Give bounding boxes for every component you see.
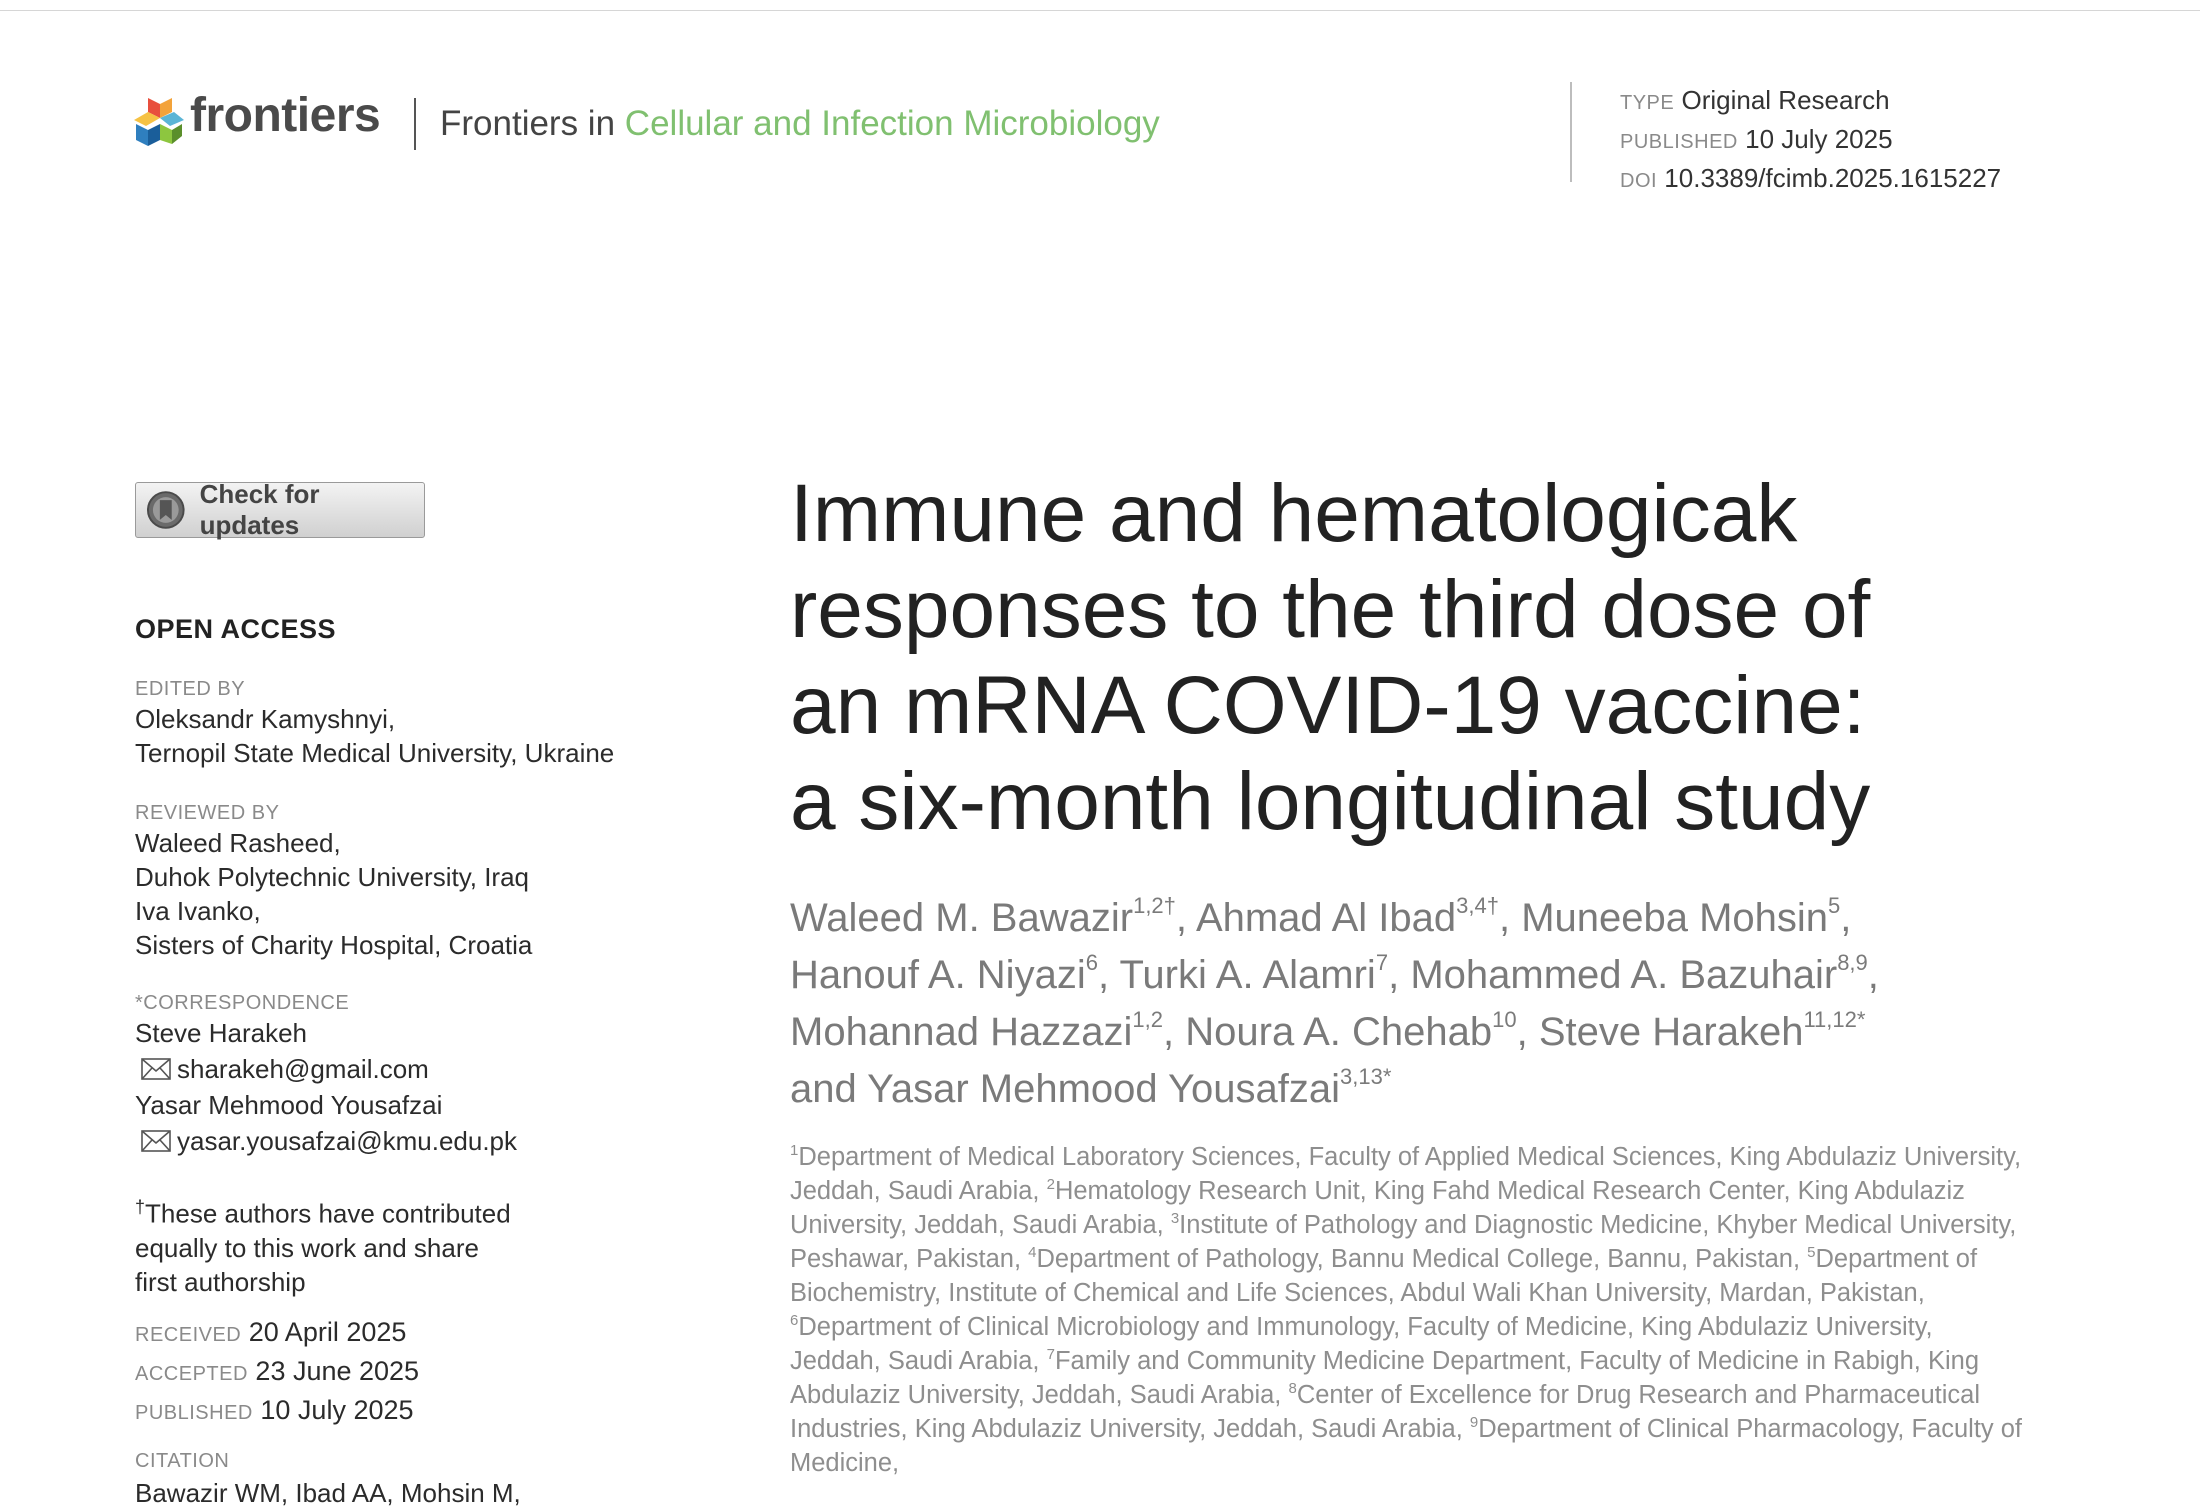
title-line: Immune and hematologicak (790, 468, 1798, 559)
author-separator: , (1516, 1010, 1539, 1054)
published-label: PUBLISHED (1620, 131, 1738, 153)
type-value: Original Research (1681, 85, 1890, 115)
type-label: TYPE (1620, 92, 1675, 114)
affiliation-text: Department of Clinical Microbiology and Immunology, Faculty of Medicine, King Abdulaziz University, Jeddah, Saudi Arabia, (790, 1313, 1933, 1375)
envelope-icon (141, 1130, 171, 1152)
doi-label: DOI (1620, 170, 1658, 192)
accepted-date: 23 June 2025 (255, 1356, 420, 1386)
affiliation-text: Center of Excellence for Drug Research and Pharmaceutical Industries, King Abdulaziz University, Jeddah, Saudi Arabia, (790, 1381, 1980, 1443)
author-name[interactable]: Mohannad Hazzazi (790, 1010, 1133, 1054)
editor-affiliation: Ternopil State Medical University, Ukraine (135, 738, 615, 768)
journal-name: Cellular and Infection Microbiology (624, 104, 1160, 143)
article-meta (1620, 82, 2001, 199)
envelope-icon (141, 1058, 171, 1080)
open-access-label: OPEN ACCESS (135, 614, 337, 644)
journal-title (440, 106, 1160, 141)
author-name[interactable]: and Yasar Mehmood Yousafzai (790, 1067, 1341, 1111)
author-affiliation-mark: 5 (1828, 893, 1841, 918)
authorship-footnote (135, 1190, 735, 1299)
author-name[interactable]: Muneeba Mohsin (1521, 896, 1829, 940)
affiliation-text: Department of Medical Laboratory Sciences, Faculty of Applied Medical Sciences, King Abdulaziz University, Jeddah, Saudi Arabia, (790, 1143, 2022, 1205)
frontiers-logo-icon (134, 96, 184, 152)
edited-by-section (135, 676, 735, 770)
author-affiliation-mark: 3,13* (1340, 1064, 1392, 1089)
frontiers-wordmark: frontiers (190, 89, 381, 142)
affiliation-mark: 7 (1046, 1346, 1055, 1363)
title-line: an mRNA COVID-19 vaccine: (790, 660, 1866, 751)
reviewer-affiliation: Sisters of Charity Hospital, Croatia (135, 930, 533, 960)
accepted-label: ACCEPTED (135, 1363, 248, 1385)
author-separator: , (1175, 896, 1196, 940)
published-value: 10 July 2025 (1745, 124, 1893, 154)
author-affiliation-mark: 3,4† (1456, 893, 1499, 918)
author-name[interactable]: Noura A. Chehab (1185, 1010, 1493, 1054)
title-line: responses to the third dose of (790, 564, 1871, 655)
affiliation-text: Family and Community Medicine Department, Faculty of Medicine in Rabigh, King Abdulaziz University, Jeddah, Saudi Arabia, (790, 1347, 1980, 1409)
article-title (790, 466, 2090, 850)
reviewed-by-label: REVIEWED BY (135, 802, 280, 824)
reviewer-name: Iva Ivanko, (135, 896, 261, 926)
correspondence-section (135, 990, 735, 1160)
email-link[interactable]: sharakeh@gmail.com (177, 1054, 429, 1084)
citation-text: Bawazir WM, Ibad AA, Mohsin M, (135, 1478, 521, 1508)
correspondent-name: Steve Harakeh (135, 1018, 307, 1048)
author-name[interactable]: Mohammed A. Bazuhair (1410, 953, 1838, 997)
author-separator: , (1097, 953, 1120, 997)
author-affiliation-mark: 1,2† (1133, 893, 1176, 918)
correspondent-name: Yasar Mehmood Yousafzai (135, 1090, 443, 1120)
affiliation-text: Department of Pathology, Bannu Medical College, Bannu, Pakistan, (1036, 1245, 1808, 1273)
author-name[interactable]: Waleed M. Bawazir (790, 896, 1134, 940)
affiliation-mark: 3 (1170, 1210, 1180, 1227)
published-date: 10 July 2025 (260, 1395, 414, 1425)
email-row (135, 1050, 735, 1088)
author-affiliation-mark: 8,9 (1837, 950, 1868, 975)
reviewed-by-section (135, 800, 735, 962)
author-affiliation-mark: 10 (1492, 1007, 1517, 1032)
doi-link[interactable]: 10.3389/fcimb.2025.1615227 (1664, 163, 2002, 193)
affiliation-mark: 4 (1028, 1244, 1037, 1261)
header-divider (414, 98, 416, 150)
citation-label: CITATION (135, 1450, 230, 1472)
author-name[interactable]: Hanouf A. Niyazi (790, 953, 1086, 997)
received-date: 20 April 2025 (248, 1317, 407, 1347)
reviewer-affiliation: Duhok Polytechnic University, Iraq (135, 862, 530, 892)
affiliation-mark: 2 (1046, 1176, 1055, 1193)
meta-divider (1570, 82, 1572, 182)
author-name[interactable]: Ahmad Al Ibad (1195, 896, 1457, 940)
journal-prefix: Frontiers in (440, 104, 616, 143)
affiliations (790, 1140, 2030, 1480)
published-label: PUBLISHED (135, 1402, 253, 1424)
reviewer-name: Waleed Rasheed, (135, 828, 341, 858)
received-label: RECEIVED (135, 1324, 242, 1346)
affiliation-text: Hematology Research Unit, King Fahd Medical Research Center, King Abdulaziz University, Jeddah, Saudi Arabia, (790, 1177, 1965, 1239)
affiliation-mark: 8 (1288, 1380, 1297, 1397)
check-for-updates-button[interactable] (135, 479, 425, 540)
editor-name: Oleksandr Kamyshnyi, (135, 704, 396, 734)
author-separator: , (1163, 1010, 1186, 1054)
affiliation-text: Institute of Pathology and Diagnostic Medicine, Khyber Medical University, Peshawar, Pakistan, (790, 1211, 2017, 1273)
bookmark-ribbon-icon (146, 490, 186, 530)
author-list (790, 890, 2050, 1118)
title-line: a six-month longitudinal study (790, 756, 1871, 847)
author-affiliation-mark: 1,2 (1132, 1007, 1164, 1032)
top-rule (0, 10, 2200, 11)
author-separator: , (1840, 896, 1852, 940)
author-affiliation-mark: 7 (1375, 950, 1389, 975)
affiliation-mark: 9 (1469, 1414, 1479, 1431)
correspondence-label: *CORRESPONDENCE (135, 992, 350, 1014)
affiliation-text: Department of Clinical Pharmacology, Faculty of Medicine, (790, 1415, 2023, 1477)
affiliation-mark: 6 (790, 1312, 799, 1329)
affiliation-mark: 1 (790, 1142, 799, 1159)
author-separator: , (1498, 896, 1522, 940)
footnote-line: equally to this work and share (135, 1232, 479, 1263)
affiliation-text: Department of Biochemistry, Institute of Chemical and Life Sciences, Abdul Wali Khan University, Mardan, Pakistan, (790, 1245, 1978, 1307)
author-affiliation-mark: 11,12* (1803, 1007, 1866, 1032)
check-for-updates-label: Check for updates (199, 479, 320, 540)
history-dates (135, 1314, 419, 1431)
email-row (135, 1122, 735, 1160)
author-name[interactable]: Steve Harakeh (1538, 1010, 1804, 1054)
email-link[interactable]: yasar.yousafzai@kmu.edu.pk (177, 1126, 518, 1156)
author-affiliation-mark: 6 (1085, 950, 1098, 975)
author-separator: , (1388, 953, 1411, 997)
footnote-line: first authorship (135, 1266, 306, 1297)
dagger-mark: † (135, 1197, 146, 1217)
affiliation-mark: 5 (1807, 1244, 1816, 1261)
edited-by-label: EDITED BY (135, 678, 246, 700)
footnote-line: These authors have contributed (145, 1198, 511, 1229)
author-name[interactable]: Turki A. Alamri (1119, 953, 1376, 997)
author-separator: , (1867, 953, 1879, 997)
